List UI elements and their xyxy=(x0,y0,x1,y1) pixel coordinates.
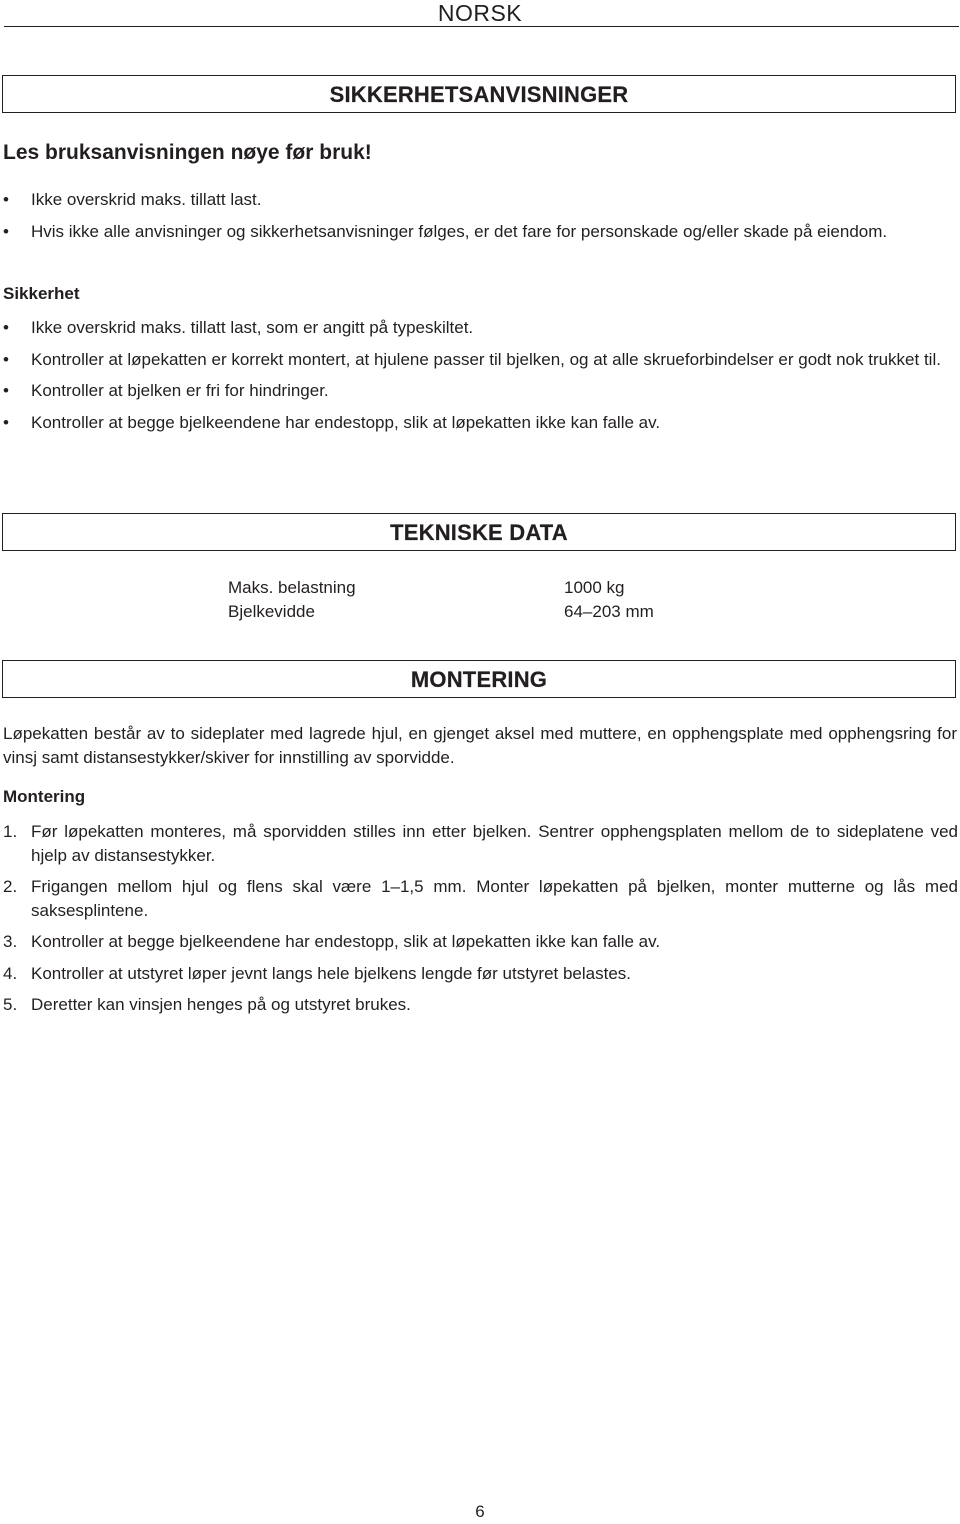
mounting-steps xyxy=(3,820,958,1017)
list-item-text: Ikke overskrid maks. tillatt last, som er angitt på typeskiltet. xyxy=(31,318,474,337)
step-text: Frigangen mellom hjul og flens skal være 1–1,5 mm. Monter løpekatten på bjelken, monter mutterne og lås med saksesplintene. xyxy=(31,877,958,920)
bullet-icon: • xyxy=(3,318,9,337)
mounting-section-title: MONTERING xyxy=(410,667,548,692)
tech-section-header xyxy=(2,513,956,551)
step-number: 2. xyxy=(3,877,18,896)
bullet-icon: • xyxy=(3,190,9,209)
safety-subheading: Sikkerhet xyxy=(3,284,80,303)
general-warnings-list xyxy=(3,188,958,243)
bullet-icon: • xyxy=(3,221,9,241)
list-item-text: Ikke overskrid maks. tillatt last. xyxy=(31,190,262,209)
tech-section-title: TEKNISKE DATA xyxy=(390,520,568,545)
spec-value: 64–203 mm xyxy=(564,602,654,621)
step-item xyxy=(3,962,958,986)
list-item xyxy=(3,411,958,435)
bullet-icon: • xyxy=(3,381,9,400)
safety-section-title: SIKKERHETSANVISNINGER xyxy=(329,82,629,107)
step-text: Kontroller at utstyret løper jevnt langs hele bjelkens lengde før utstyret belastes. xyxy=(31,963,632,983)
step-number: 4. xyxy=(3,963,18,983)
step-item xyxy=(3,875,958,922)
list-item-text: Kontroller at bjelken er fri for hindringer. xyxy=(31,381,329,400)
safety-section-header xyxy=(2,75,956,113)
step-number: 1. xyxy=(3,822,18,841)
step-number: 3. xyxy=(3,932,18,951)
list-item xyxy=(3,220,958,244)
list-item xyxy=(3,188,958,212)
safety-list xyxy=(3,316,958,434)
spec-label: Maks. belastning xyxy=(228,578,356,597)
language-header: NORSK xyxy=(437,0,523,26)
list-item-text: Kontroller at løpekatten er korrekt montert, at hjulene passer til bjelken, og at alle skrueforbindelser er godt nok trukket til. xyxy=(31,349,941,369)
list-item-text: Kontroller at begge bjelkeendene har endestopp, slik at løpekatten ikke kan falle av. xyxy=(31,412,661,432)
intro-heading: Les bruksanvisningen nøye før bruk! xyxy=(3,141,372,164)
mounting-subheading: Montering xyxy=(3,787,86,806)
list-item xyxy=(3,348,958,372)
spec-label: Bjelkevidde xyxy=(228,602,315,621)
step-item xyxy=(3,993,958,1017)
page-number: 6 xyxy=(475,1502,485,1521)
bullet-icon: • xyxy=(3,349,9,369)
bullet-icon: • xyxy=(3,412,9,432)
list-item xyxy=(3,316,958,340)
step-item xyxy=(3,930,958,954)
step-number: 5. xyxy=(3,995,18,1014)
header-divider xyxy=(4,26,959,27)
list-item-text: Hvis ikke alle anvisninger og sikkerhetsanvisninger følges, er det fare for personskade og/eller skade på eiendom. xyxy=(31,221,888,241)
spec-value: 1000 kg xyxy=(564,578,625,597)
step-text: Før løpekatten monteres, må sporvidden stilles inn etter bjelken. Sentrer opphengsplaten mellom de to sideplatene ved hjelp av distansestykker. xyxy=(31,822,958,865)
step-text: Kontroller at begge bjelkeendene har endestopp, slik at løpekatten ikke kan falle av. xyxy=(31,932,661,951)
mounting-intro: Løpekatten består av to sideplater med lagrede hjul, en gjenget aksel med muttere, en opphengsplate med opphengsring for vinsj samt distansestykker/skiver for innstilling av sporvidde. xyxy=(3,724,957,767)
step-text: Deretter kan vinsjen henges på og utstyret brukes. xyxy=(31,995,411,1014)
list-item xyxy=(3,379,958,403)
mounting-section-header xyxy=(2,660,956,698)
step-item xyxy=(3,820,958,867)
